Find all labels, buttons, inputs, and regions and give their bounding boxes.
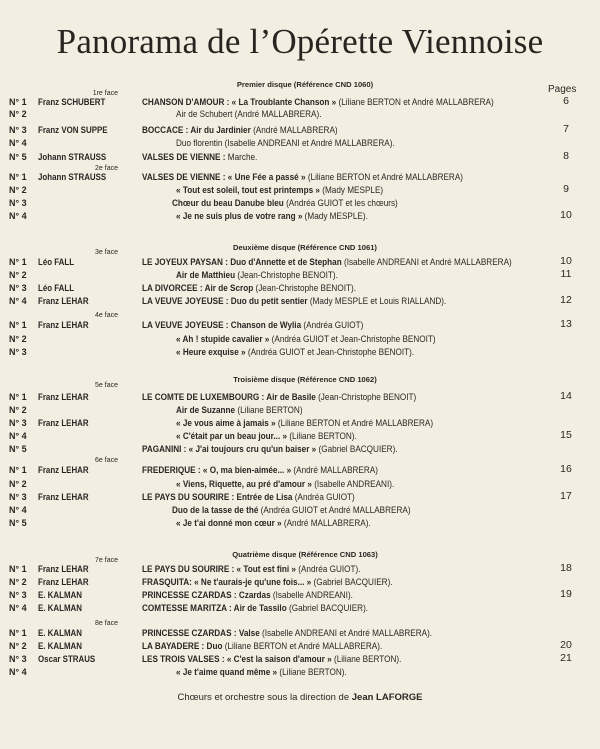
- track-title: [142, 590, 353, 601]
- composer: Johann STRAUSS: [38, 172, 107, 182]
- track-title: [142, 296, 446, 307]
- work-title: « Je ne suis plus de votre rang »: [176, 211, 303, 221]
- composer: Franz LEHAR: [38, 577, 89, 587]
- disc-header: Quatrième disque (Référence CND 1063): [232, 550, 378, 559]
- page-number: 14: [560, 390, 572, 402]
- performers: (Liliane BERTON).: [287, 431, 357, 441]
- composer: Franz LEHAR: [38, 492, 89, 502]
- performers: (Liliane BERTON et André MALLABRERA): [305, 172, 464, 182]
- track-title: [142, 603, 368, 614]
- track-number: N° 1: [9, 257, 27, 267]
- page-number: 10: [560, 209, 572, 221]
- track-number: N° 3: [9, 590, 27, 600]
- performers: (Andréa GUIOT et les chœurs): [283, 198, 398, 208]
- performers: (Mady MESPLE et Louis RIALLAND).: [307, 296, 447, 306]
- performers: (André MALLABRERA): [250, 125, 338, 135]
- composer: Franz LEHAR: [38, 320, 89, 330]
- face-label: 4e face: [95, 312, 118, 319]
- footer-credit: [0, 692, 600, 703]
- track-number: N° 3: [9, 198, 27, 208]
- track-title: [176, 418, 433, 429]
- page-number: 17: [560, 490, 572, 502]
- track-number: N° 5: [9, 518, 27, 528]
- track-title: [176, 109, 322, 120]
- work-title: PAGANINI : « J'ai toujours cru qu'un baiser »: [142, 444, 317, 454]
- page-number: 11: [560, 268, 572, 280]
- performers: (Andréa GUIOT et André MALLABRERA): [258, 505, 411, 515]
- work-title: PRINCESSE CZARDAS : Czardas: [142, 590, 271, 600]
- track-title: [176, 185, 383, 196]
- performers: (Gabriel BACQUIER).: [316, 444, 398, 454]
- track-number: N° 5: [9, 444, 27, 454]
- track-number: N° 4: [9, 138, 27, 148]
- performers: (Isabelle ANDREANI et André MALLABRERA): [341, 257, 512, 267]
- work-title: LA DIVORCEE : Air de Scrop: [142, 283, 254, 293]
- track-number: N° 2: [9, 405, 27, 415]
- composer: Franz LEHAR: [38, 296, 89, 306]
- work-title: « Je vous aime à jamais »: [176, 418, 276, 428]
- work-title: FREDERIQUE : « O, ma bien-aimée... »: [142, 465, 292, 475]
- performers: (Andréa GUIOT et Jean-Christophe BENOIT).: [245, 347, 415, 357]
- track-title: [176, 138, 395, 149]
- footer-text: Chœurs et orchestre sous la direction de: [177, 692, 352, 703]
- page-number: 6: [563, 95, 569, 107]
- page-title: Panorama de l’Opérette Viennoise: [56, 22, 544, 61]
- track-number: N° 2: [9, 109, 27, 119]
- track-number: N° 3: [9, 283, 27, 293]
- face-label: 6e face: [95, 457, 118, 464]
- disc-header: Troisième disque (Référence CND 1062): [233, 375, 377, 384]
- work-title: « Je t'ai donné mon cœur »: [176, 518, 282, 528]
- performers: (Liliane BERTON et André MALLABRERA): [336, 97, 494, 107]
- disc-header: Deuxième disque (Référence CND 1061): [233, 243, 377, 252]
- track-title: [142, 577, 393, 588]
- track-number: N° 2: [9, 641, 27, 651]
- track-title: [176, 667, 347, 678]
- work-title: PRINCESSE CZARDAS : Valse: [142, 628, 260, 638]
- performers: Marche.: [225, 152, 258, 162]
- conductor-name: Jean LAFORGE: [351, 692, 423, 703]
- track-number: N° 5: [9, 152, 27, 162]
- track-number: N° 4: [9, 211, 27, 221]
- performers: Duo florentin (Isabelle ANDREANI et André MALLABRERA).: [176, 138, 395, 148]
- work-title: « Tout est soleil, tout est printemps »: [176, 185, 320, 195]
- page-number: 21: [560, 652, 572, 664]
- track-number: N° 3: [9, 418, 27, 428]
- performers: (Liliane BERTON et André MALLABRERA): [275, 418, 434, 428]
- composer: Franz SCHUBERT: [38, 97, 106, 107]
- disc-header: Premier disque (Référence CND 1060): [236, 80, 374, 89]
- track-title: [176, 347, 414, 358]
- work-title: « Ah ! stupide cavalier »: [176, 334, 270, 344]
- performers: (Liliane BERTON).: [277, 667, 347, 677]
- performers: (Liliane BERTON): [235, 405, 303, 415]
- track-title: [142, 444, 398, 455]
- track-number: N° 2: [9, 334, 27, 344]
- performers: Air de Schubert (André MALLABRERA).: [176, 109, 322, 119]
- track-number: N° 1: [9, 564, 27, 574]
- performers: (André MALLABRERA): [291, 465, 378, 475]
- performers: (Isabelle ANDREANI et André MALLABRERA).: [259, 628, 433, 638]
- work-title: « Je t'aime quand même »: [176, 667, 278, 677]
- page-number: 15: [560, 429, 572, 441]
- performers: (Jean-Christophe BENOIT).: [253, 283, 356, 293]
- composer: E. KALMAN: [38, 603, 82, 613]
- performers: (Andréa GUIOT): [301, 320, 364, 330]
- performers: (Mady MESPLE).: [302, 211, 368, 221]
- work-title: LA BAYADERE : Duo: [142, 641, 223, 651]
- track-title: [142, 641, 382, 652]
- composer: Johann STRAUSS: [38, 152, 107, 162]
- face-label: 1re face: [92, 90, 118, 97]
- work-title: VALSES DE VIENNE :: [142, 152, 226, 162]
- performers: (Jean-Christophe BENOIT): [315, 392, 417, 402]
- performers: (Andréa GUIOT).: [295, 564, 361, 574]
- face-label: 5e face: [95, 382, 118, 389]
- track-title: [172, 505, 411, 516]
- page-number: 12: [560, 294, 572, 306]
- page-number: 16: [560, 463, 572, 475]
- work-title: LE COMTE DE LUXEMBOURG : Air de Basile: [142, 392, 316, 402]
- track-number: N° 4: [9, 667, 27, 677]
- track-number: N° 1: [9, 392, 27, 402]
- track-title: [142, 125, 338, 136]
- work-title: Air de Suzanne: [176, 405, 236, 415]
- face-label: 7e face: [95, 557, 118, 564]
- page-number: 18: [560, 562, 572, 574]
- track-number: N° 1: [9, 465, 27, 475]
- composer: Oscar STRAUS: [38, 654, 96, 664]
- work-title: BOCCACE : Air du Jardinier: [142, 125, 251, 135]
- performers: (Isabelle ANDREANI).: [311, 479, 395, 489]
- page-number: 20: [560, 639, 572, 651]
- track-title: [142, 492, 355, 503]
- track-number: N° 4: [9, 603, 27, 613]
- track-title: [172, 198, 398, 209]
- performers: (Isabelle ANDREANI).: [270, 590, 353, 600]
- track-title: [142, 320, 363, 331]
- face-label: 8e face: [95, 620, 118, 627]
- performers: (Gabriel BACQUIER).: [311, 577, 393, 587]
- track-number: N° 3: [9, 125, 27, 135]
- work-title: « Heure exquise »: [176, 347, 246, 357]
- work-title: Air de Matthieu: [176, 270, 236, 280]
- track-number: N° 1: [9, 320, 27, 330]
- composer: E. KALMAN: [38, 628, 82, 638]
- track-title: [176, 334, 436, 345]
- work-title: LA VEUVE JOYEUSE : Duo du petit sentier: [142, 296, 308, 306]
- performers: (André MALLABRERA).: [281, 518, 371, 528]
- page-number: 10: [560, 255, 572, 267]
- track-number: N° 4: [9, 296, 27, 306]
- track-title: [142, 172, 463, 183]
- page-number: 13: [560, 318, 572, 330]
- track-title: [176, 479, 394, 490]
- performers: (Jean-Christophe BENOIT).: [235, 270, 338, 280]
- track-number: N° 2: [9, 577, 27, 587]
- track-number: N° 3: [9, 492, 27, 502]
- work-title: CHANSON D'AMOUR : « La Troublante Chanson »: [142, 97, 337, 107]
- track-number: N° 3: [9, 347, 27, 357]
- performers: (Liliane BERTON).: [331, 654, 402, 664]
- track-title: [142, 654, 401, 665]
- work-title: LE JOYEUX PAYSAN : Duo d'Annette et de Stephan: [142, 257, 342, 267]
- track-number: N° 4: [9, 505, 27, 515]
- track-title: [176, 211, 368, 222]
- composer: E. KALMAN: [38, 641, 82, 651]
- track-title: [142, 283, 356, 294]
- composer: Léo FALL: [38, 283, 75, 293]
- performers: (Gabriel BACQUIER).: [286, 603, 369, 613]
- track-number: N° 1: [9, 97, 27, 107]
- page-number: 8: [563, 150, 569, 162]
- page-number: 7: [563, 123, 569, 135]
- track-number: N° 1: [9, 172, 27, 182]
- composer: E. KALMAN: [38, 590, 82, 600]
- track-number: N° 2: [9, 270, 27, 280]
- track-number: N° 2: [9, 185, 27, 195]
- work-title: Chœur du beau Danube bleu: [172, 198, 284, 208]
- work-title: LE PAYS DU SOURIRE : Entrée de Lisa: [142, 492, 293, 502]
- page-number: 9: [563, 183, 569, 195]
- work-title: « Viens, Riquette, au pré d'amour »: [176, 479, 312, 489]
- composer: Franz LEHAR: [38, 418, 89, 428]
- track-number: N° 4: [9, 431, 27, 441]
- work-title: LE PAYS DU SOURIRE : « Tout est fini »: [142, 564, 296, 574]
- track-title: [176, 405, 303, 416]
- track-title: [142, 152, 257, 163]
- work-title: FRASQUITA: « Ne t'aurais-je qu'une fois... »: [142, 577, 312, 587]
- composer: Franz VON SUPPE: [38, 125, 108, 135]
- track-number: N° 2: [9, 479, 27, 489]
- track-title: [176, 270, 338, 281]
- performers: (Andréa GUIOT): [292, 492, 355, 502]
- work-title: « C'était par un beau jour... »: [176, 431, 288, 441]
- work-title: COMTESSE MARITZA : Air de Tassilo: [142, 603, 287, 613]
- work-title: LA VEUVE JOYEUSE : Chanson de Wylia: [142, 320, 302, 330]
- composer: Franz LEHAR: [38, 564, 89, 574]
- composer: Franz LEHAR: [38, 392, 89, 402]
- composer: Léo FALL: [38, 257, 75, 267]
- track-number: N° 1: [9, 628, 27, 638]
- page-number: 19: [560, 588, 572, 600]
- track-title: [142, 392, 416, 403]
- performers: (Liliane BERTON et André MALLABRERA).: [222, 641, 383, 651]
- composer: Franz LEHAR: [38, 465, 89, 475]
- performers: (Mady MESPLE): [319, 185, 384, 195]
- work-title: LES TROIS VALSES : « C'est la saison d'amour »: [142, 654, 332, 664]
- track-title: [142, 257, 512, 268]
- track-title: [142, 564, 361, 575]
- track-title: [176, 431, 357, 442]
- pages-column-header: Pages: [548, 84, 577, 95]
- track-title: [142, 97, 494, 108]
- work-title: Duo de la tasse de thé: [172, 505, 259, 515]
- track-number: N° 3: [9, 654, 27, 664]
- performers: (Andréa GUIOT et Jean-Christophe BENOIT): [269, 334, 436, 344]
- track-title: [142, 465, 378, 476]
- face-label: 2e face: [95, 165, 118, 172]
- track-title: [176, 518, 371, 529]
- track-title: [142, 628, 432, 639]
- work-title: VALSES DE VIENNE : « Une Fée a passé »: [142, 172, 306, 182]
- face-label: 3e face: [95, 249, 118, 256]
